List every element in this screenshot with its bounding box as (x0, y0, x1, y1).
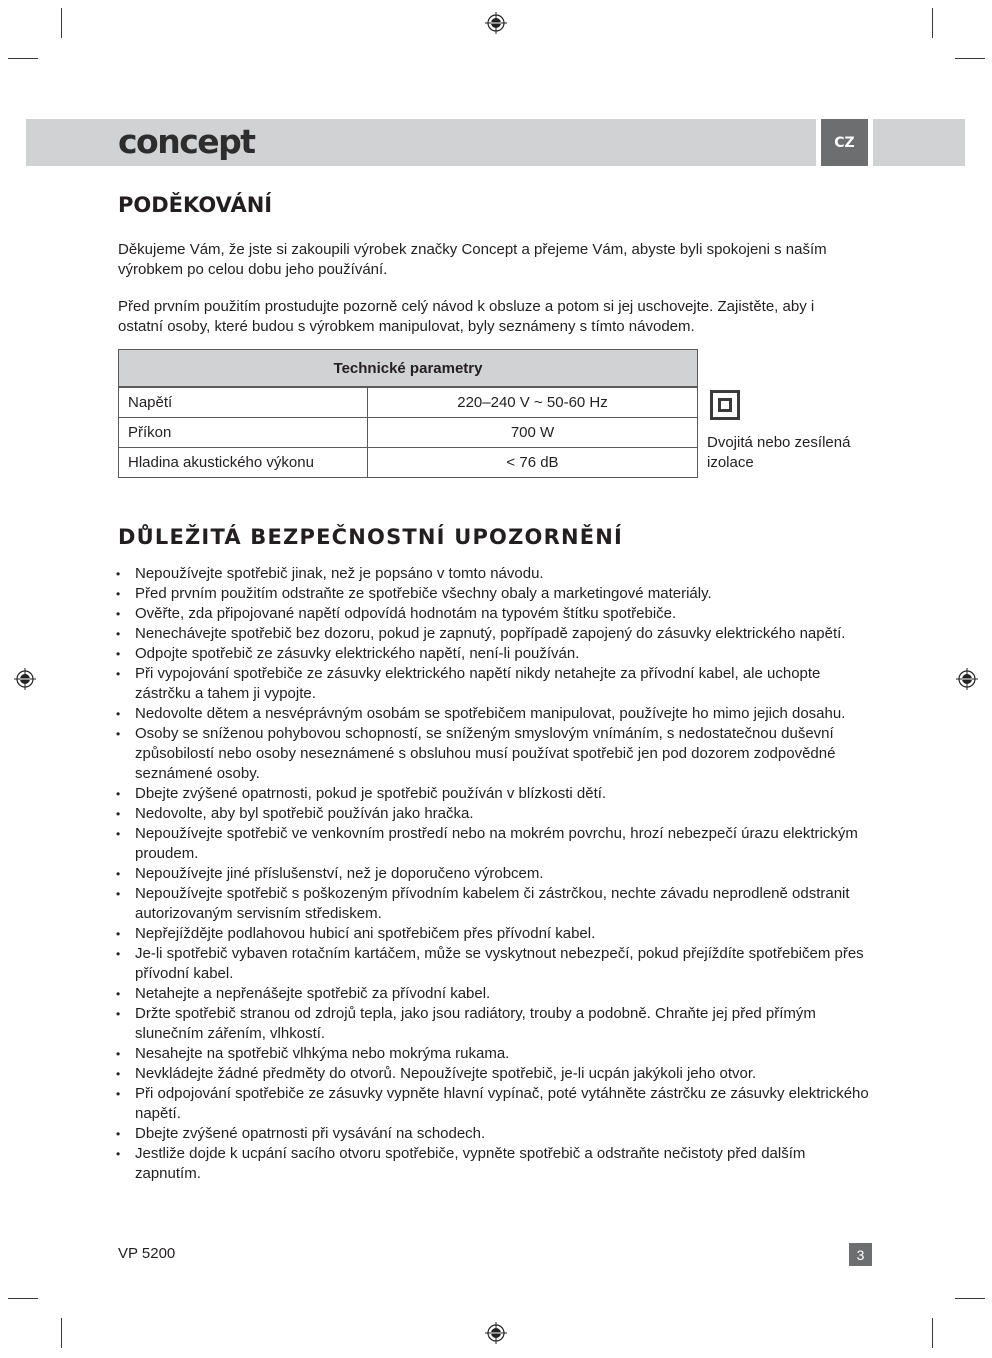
list-item: • Netahejte a nepřenášejte spotřebič za přívodní kabel. (114, 984, 874, 1004)
param-label: Hladina akustického výkonu (119, 448, 368, 478)
brand-logo: concept (118, 122, 255, 161)
list-item: • Nepoužívejte spotřebič s poškozeným přívodním kabelem či zástrčkou, nechte závadu neprodleně odstranit autorizovaným servisním střediskem. (114, 884, 874, 924)
list-item: • Dbejte zvýšené opatrnosti, pokud je spotřebič používán v blízkosti dětí. (114, 784, 874, 804)
param-value: 700 W (368, 418, 698, 448)
safety-list (114, 564, 874, 1184)
list-item: • Dbejte zvýšené opatrnosti při vysávání na schodech. (114, 1124, 874, 1144)
section-title-thanks: PODĚKOVÁNÍ (118, 193, 273, 217)
tech-params-table (118, 349, 698, 478)
language-badge: CZ (821, 119, 868, 166)
list-item: • Nepoužívejte spotřebič jinak, než je popsáno v tomto návodu. (114, 564, 874, 584)
registration-mark-icon (956, 668, 978, 690)
crop-mark (61, 1318, 62, 1348)
list-item: • Nenechávejte spotřebič bez dozoru, pokud je zapnutý, popřípadě zapojený do zásuvky elektrického napětí. (114, 624, 874, 644)
list-item: • Nepoužívejte jiné příslušenství, než je doporučeno výrobcem. (114, 864, 874, 884)
list-item: • Ověřte, zda připojované napětí odpovídá hodnotám na typovém štítku spotřebiče. (114, 604, 874, 624)
crop-mark (955, 58, 985, 59)
double-insulation-icon (710, 390, 740, 420)
list-item: • Odpojte spotřebič ze zásuvky elektrického napětí, není-li používán. (114, 644, 874, 664)
header-bar-end (873, 119, 965, 166)
list-item: • Nedovolte, aby byl spotřebič používán jako hračka. (114, 804, 874, 824)
list-item: • Před prvním použitím odstraňte ze spotřebiče všechny obaly a marketingové materiály. (114, 584, 874, 604)
registration-mark-icon (485, 1322, 507, 1344)
list-item: • Při odpojování spotřebiče ze zásuvky vypněte hlavní vypínač, poté vytáhněte zástrčku ze zásuvky elektrického napětí. (114, 1084, 874, 1124)
thanks-paragraph: Děkujeme Vám, že jste si zakoupili výrobek značky Concept a přejeme Vám, abyste byli spokojeni s naším výrobkem po celou dobu jeho používání. (118, 241, 827, 278)
param-value: 220–240 V ~ 50-60 Hz (368, 387, 698, 418)
model-number: VP 5200 (118, 1245, 176, 1262)
crop-mark (8, 1298, 38, 1299)
insulation-caption: Dvojitá nebo zesílená izolace (707, 434, 851, 471)
list-item: • Nepoužívejte spotřebič ve venkovním prostředí nebo na mokrém povrchu, hrozí nebezpečí úrazu elektrickým proudem. (114, 824, 874, 864)
list-item: • Jestliže dojde k ucpání sacího otvoru spotřebiče, vypněte spotřebič a odstraňte nečistoty před dalším zapnutím. (114, 1144, 874, 1184)
tech-table-header: Technické parametry (119, 350, 698, 388)
section-title-safety: DŮLEŽITÁ BEZPEČNOSTNÍ UPOZORNĚNÍ (118, 525, 624, 549)
list-item: • Nedovolte dětem a nesvéprávným osobám se spotřebičem manipulovat, používejte ho mimo jejich dosahu. (114, 704, 874, 724)
list-item: • Držte spotřebič stranou od zdrojů tepla, jako jsou radiátory, trouby a podobně. Chraňte jej před přímým slunečním zářením, vlhkostí. (114, 1004, 874, 1044)
insulation-note (707, 390, 877, 473)
header-bar (26, 119, 816, 166)
list-item: • Je-li spotřebič vybaven rotačním kartáčem, může se vyskytnout nebezpečí, pokud přejíždíte spotřebičem přes přívodní kabel. (114, 944, 874, 984)
list-item: • Při vypojování spotřebiče ze zásuvky elektrického napětí nikdy netahejte za přívodní kabel, ale uchopte zástrčku a tahem ji vypojte. (114, 664, 874, 704)
param-label: Napětí (119, 387, 368, 418)
table-row (119, 387, 698, 418)
table-row (119, 418, 698, 448)
param-value: < 76 dB (368, 448, 698, 478)
table-row (119, 448, 698, 478)
crop-mark (8, 58, 38, 59)
crop-mark (955, 1298, 985, 1299)
param-label: Příkon (119, 418, 368, 448)
list-item: • Osoby se sníženou pohybovou schopností, se sníženým smyslovým vnímáním, s nedostatečnou duševní způsobilostí nebo osoby neseznámené s obsluhou musí používat spotřebič jen pod dozorem zodpovědné seznámené osoby. (114, 724, 874, 784)
registration-mark-icon (485, 12, 507, 34)
list-item: • Nesahejte na spotřebič vlhkýma nebo mokrýma rukama. (114, 1044, 874, 1064)
instructions-paragraph: Před prvním použitím prostudujte pozorně celý návod k obsluze a potom si jej uschovejte. Zajistěte, aby i ostatní osoby, které budou s výrobkem manipulovat, byly seznámeny s tímto návodem. (118, 298, 815, 335)
list-item: • Nevkládejte žádné předměty do otvorů. Nepoužívejte spotřebič, je-li ucpán jakýkoli jeho otvor. (114, 1064, 874, 1084)
crop-mark (61, 8, 62, 38)
registration-mark-icon (14, 668, 36, 690)
crop-mark (932, 8, 933, 38)
crop-mark (932, 1318, 933, 1348)
list-item: • Nepřejíždějte podlahovou hubicí ani spotřebičem přes přívodní kabel. (114, 924, 874, 944)
page-number: 3 (849, 1243, 872, 1266)
